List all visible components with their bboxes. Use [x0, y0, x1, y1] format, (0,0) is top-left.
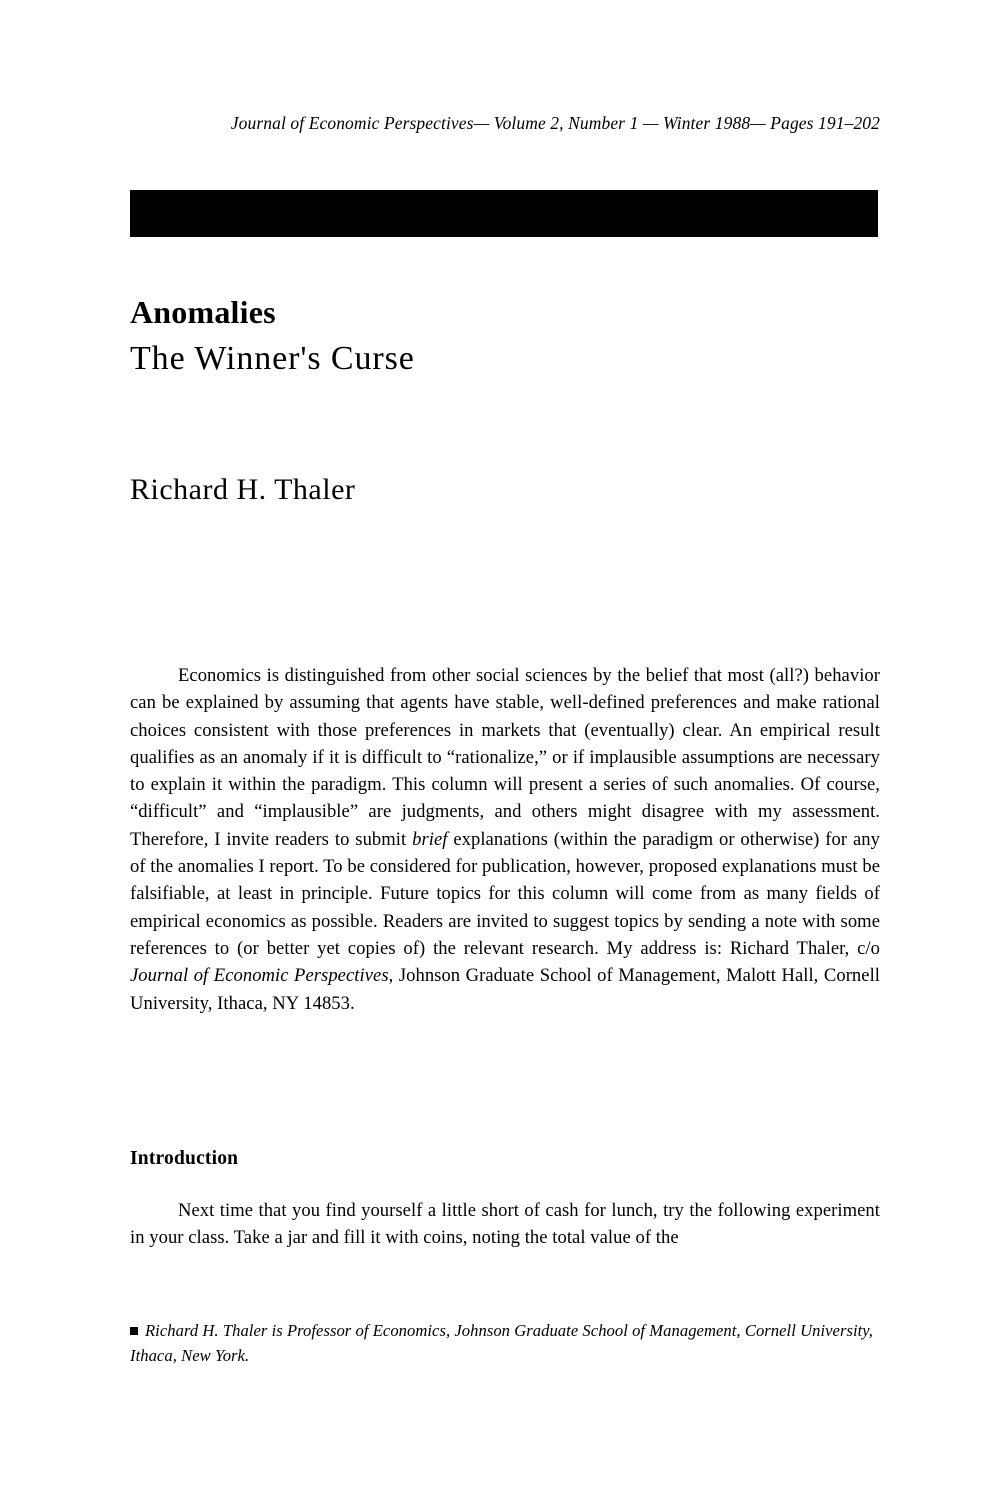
opening-paragraph-part3: , Johnson Graduate School of Management, Malott Hall, Cornell University, Ithaca, NY 14853. — [130, 965, 881, 1014]
running-head: Journal of Economic Perspectives— Volume 2, Number 1 — Winter 1988— Pages 191–202 — [230, 113, 880, 133]
introduction-paragraph: Next time that you find yourself a little short of cash for lunch, try the following experiment in your class. Take a jar and fill it with coins, noting the total value of the — [130, 1200, 880, 1249]
opening-paragraph-part2: explanations (within the paradigm or otherwise) for any of the anomalies I report. To be considered for publication, however, proposed explanations must be falsifiable, at least in principle. Future topics for this column will come from as many fields of empirical economics as possible. Readers are invited to suggest topics by sending a note with some references to (or better yet copies of) the relevant research. My address is: Richard Thaler, c/o — [130, 828, 880, 959]
author-footnote — [130, 1318, 880, 1368]
square-bullet-icon — [130, 1327, 138, 1335]
series-title: Anomalies — [130, 294, 276, 330]
title-block — [130, 292, 880, 382]
introduction-column — [130, 1197, 880, 1252]
article-title: The Winner's Curse — [130, 340, 415, 377]
opening-paragraph-journal-title: Journal of Economic Perspectives — [130, 965, 389, 987]
section-heading-introduction: Introduction — [130, 1148, 239, 1169]
masthead-black-bar — [130, 190, 878, 237]
opening-paragraph — [130, 662, 880, 1017]
author-footnote-text: Richard H. Thaler is Professor of Economics, Johnson Graduate School of Management, Cornell University, Ithaca, New York. — [130, 1321, 873, 1365]
author-name: Richard H. Thaler — [130, 473, 356, 506]
opening-paragraph-emphasis-brief: brief — [412, 828, 448, 850]
body-column — [130, 662, 880, 1017]
opening-paragraph-part1: Economics is distinguished from other social sciences by the belief that most (all?) behavior can be explained by assuming that agents have stable, well-defined preferences and make rational choices consistent with those preferences in markets that (eventually) clear. An empirical result qualifies as an anomaly if it is difficult to “rationalize,” or if implausible assumptions are necessary to explain it within the paradigm. This column will present a series of such anomalies. Of course, “difficult” and “implausible” are judgments, and others might disagree with my assessment. Therefore, I invite readers to submit — [130, 665, 880, 850]
